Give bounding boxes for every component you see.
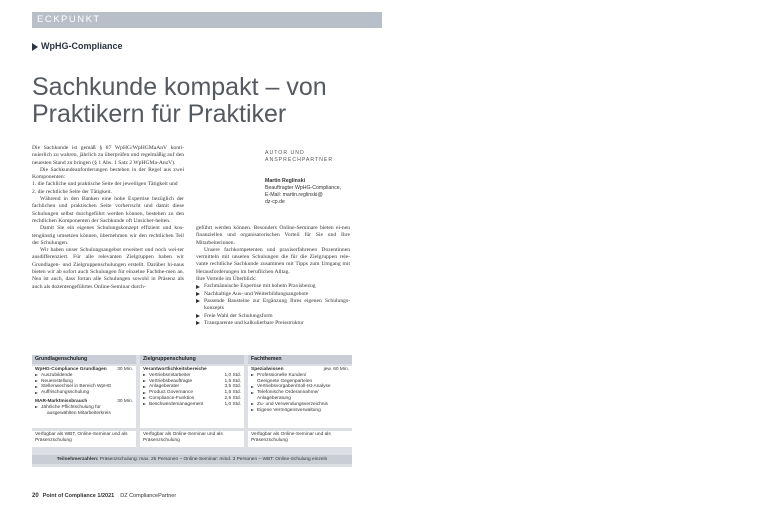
course-item-duration: 3,5 Std. xyxy=(224,384,241,390)
course-item-text: Eigene Vermögensverwaltung xyxy=(257,407,321,413)
table-header-topics: Fachthemen xyxy=(248,355,352,364)
paragraph: Während in den Banken eine hohe Expertise bezüglich der fachlichen und praktischen Seite vorherrscht und damit diese Schulungen selbst durchgeführt werden können, bestehen zu den rechtlichen Komponenten der Sachkunde oft Unsicher-heiten. xyxy=(32,196,184,224)
headline-line-1: Sachkunde kompakt – von xyxy=(32,73,327,101)
course-item xyxy=(35,390,133,396)
course-item xyxy=(143,402,241,408)
block-title: Spezialwissen xyxy=(251,367,284,372)
contact-email[interactable]: E-Mail: martin.reglinski@ xyxy=(265,192,323,198)
block-duration: 30 Min. xyxy=(117,398,133,404)
course-item xyxy=(251,373,349,379)
advantage-item xyxy=(196,298,350,313)
bullet-triangle-icon xyxy=(143,374,146,376)
bullet-triangle-icon xyxy=(251,386,254,388)
course-item-text: Product Governance xyxy=(149,390,193,396)
advantage-text: Passende Bausteine zur Ergänzung Ihres eigenen Schulungs-konzepts xyxy=(204,297,350,312)
paragraph: Wir haben unser Schulungsangebot erweitert und noch wei-ter ausdifferenziert. Für alle relevanten Zielgruppen haben wir Grundlagen- und Zielgruppenschulungen erstellt. Darüber hi-naus bieten wir ab sofort auch Schulungen für einzelne Fachthe-men an. Nea ist auch, dass fortan alle Schulungen sowohl in Präsenz als auch als dozentengeführtes Online-Seminar durch- xyxy=(32,247,184,290)
course-item xyxy=(251,408,349,414)
paragraph: Unsere fachkompetenten und praxiserfahrenen Dozentinnen vermitteln mit unseren Schulungen die für die Zielgruppen rele-vante rechtliche Sachkunde zusammen mit Tipps zum Umgang mit Herausforderungen im beruflichen Alltag. xyxy=(196,246,350,275)
table-cell-basics xyxy=(32,366,136,428)
kicker-text: WpHG-Compliance xyxy=(41,41,123,51)
bullet-triangle-icon xyxy=(35,374,38,376)
course-item-text: Compliance-Funktion xyxy=(149,395,195,401)
bullet-triangle-icon xyxy=(143,386,146,388)
foot-line: Verfügbar als WBT, Online-Seminar und als xyxy=(35,432,128,437)
foot-line: Präsenzschulung xyxy=(143,437,180,443)
paragraph: geführt werden können. Besonders Online-Seminare bieten ei-nen finanziellen und organisatorischen Vorteil für Sie und Ihre Mitarbeiterinnen. xyxy=(196,225,350,246)
block-title: MAR-Marktmissbrauch xyxy=(35,398,88,404)
course-item-text: Stellenwechsel in Bereich WpHG xyxy=(41,384,112,390)
course-item-text: Geeignete Gegenparteien xyxy=(257,378,313,384)
bullet-triangle-icon xyxy=(196,299,200,303)
headline-line-2: Praktikern für Praktiker xyxy=(32,100,287,128)
participants-text: Präsenzschulung: max. 25 Personen – Online-Seminar: mind. 3 Personen – WBT: Online-Schulung einzeln xyxy=(98,457,328,462)
contact-label-1: AUTOR UND xyxy=(265,150,305,156)
bullet-triangle-icon xyxy=(196,292,200,296)
table-header-basics: Grundlagenschulung xyxy=(32,355,136,364)
table-column-basics xyxy=(32,355,136,449)
table-cell-target-groups xyxy=(140,366,244,428)
course-item-duration: 1,0 Std. xyxy=(224,372,241,378)
bullet-triangle-icon xyxy=(35,380,38,382)
bullet-triangle-icon xyxy=(196,285,200,289)
block-duration: 30 Min. xyxy=(117,367,133,372)
course-item-text: Vertriebsmitarbeiter xyxy=(149,372,191,378)
course-item-text: Beschwerdemanagement xyxy=(149,401,204,407)
course-item-text: Jährliche Pflichtschulung für xyxy=(41,404,101,410)
bullet-triangle-icon xyxy=(143,392,146,394)
bullet-triangle-icon xyxy=(143,403,146,405)
course-item-text: ausgewählten Mitarbeiterkreis xyxy=(47,410,111,416)
foot-line: Präsenzschulung xyxy=(35,437,72,443)
course-item-text: Professionelle Kunden/ xyxy=(257,372,307,378)
page-footer xyxy=(32,493,176,499)
section-header xyxy=(32,12,382,28)
participants-row xyxy=(32,455,352,464)
course-item-text: Telefonische Orderannahme/ xyxy=(257,390,319,396)
course-item-duration: 1,0 Std. xyxy=(224,401,241,407)
bullet-triangle-icon xyxy=(35,386,38,388)
course-item xyxy=(35,411,133,417)
foot-line: Verfügbar als Online-Seminar und als xyxy=(251,432,331,437)
contact-label-2: ANSPRECHPARTNER xyxy=(265,157,334,163)
advantage-item xyxy=(196,291,350,298)
course-item-text: Zu- und Verwendungsverzeichnis xyxy=(257,401,328,407)
course-item-text: Vertriebsvorgaben/Soll-Ist-Analyse xyxy=(257,384,331,390)
bullet-triangle-icon xyxy=(35,406,38,408)
block-duration: jew. 60 Min. xyxy=(323,367,349,372)
table-column-topics xyxy=(248,355,352,449)
advantage-text: Transparente und kalkulierbare Preisstruktur xyxy=(204,319,304,326)
course-item-text: Anlageberater xyxy=(149,384,180,390)
body-column-2 xyxy=(196,225,350,327)
paragraph: 1. die fachliche und praktische Seite der jeweiligen Tätigkeit und xyxy=(32,181,178,188)
article-kicker xyxy=(32,41,123,51)
bullet-triangle-icon xyxy=(196,321,200,325)
bullet-triangle-icon xyxy=(143,397,146,399)
course-item-text: Anlageberatung xyxy=(257,395,291,401)
page-number: 20 xyxy=(32,493,39,499)
advantages-list xyxy=(196,283,350,327)
publication-name: Point of Compliance 1/2021 xyxy=(42,493,115,499)
course-item-text: Vertriebsbeauftragte xyxy=(149,378,193,384)
contact-role: Beauftragter WpHG-Compliance, xyxy=(265,185,342,191)
advantage-text: Fachmännische Expertise mit hohem Praxisbezug xyxy=(204,283,316,290)
table-foot-basics xyxy=(32,431,136,447)
course-item-duration: 1,5 Std. xyxy=(224,390,241,396)
triangle-bullet-icon xyxy=(32,43,38,51)
contact-box xyxy=(265,150,375,206)
paragraph: Ihre Vorteile im Überblick: xyxy=(196,276,257,283)
course-item-text: Auszubildende xyxy=(41,372,73,378)
block-title: Verantwortlichkeitsbereiche xyxy=(143,367,207,372)
bullet-triangle-icon xyxy=(143,380,146,382)
bullet-triangle-icon xyxy=(35,392,38,394)
course-item-text: Auffrischungsschulung xyxy=(41,390,90,396)
publisher-name: DZ CompliancePartner xyxy=(120,493,177,499)
contact-name: Martin Reglinski xyxy=(265,178,306,184)
bullet-triangle-icon xyxy=(251,409,254,411)
advantage-item xyxy=(196,313,350,320)
advantage-text: Nachhaltige Aus- und Weiterbildungsangebote xyxy=(204,290,309,297)
bullet-triangle-icon xyxy=(196,314,200,318)
participants-label: Teilnehmerzahlen: xyxy=(56,457,99,462)
block-title: WpHG-Compliance Grundlagen xyxy=(35,367,107,372)
table-column-target-groups xyxy=(140,355,244,449)
course-table xyxy=(32,355,352,467)
course-item-duration: 1,5 Std. xyxy=(224,378,241,384)
paragraph: 2. die rechtliche Seite der Tätigkeit. xyxy=(32,188,112,195)
course-item xyxy=(35,405,133,411)
foot-line: Verfügbar als Online-Seminar und als xyxy=(143,432,223,437)
section-title: ECKPUNKT xyxy=(37,14,101,25)
advantage-item xyxy=(196,283,350,290)
foot-line: Präsenzschulung xyxy=(251,437,288,443)
table-foot-topics xyxy=(248,431,352,447)
table-header-target-groups: Zielgruppenschulung xyxy=(140,355,244,364)
table-foot-target-groups xyxy=(140,431,244,447)
advantage-item xyxy=(196,320,350,327)
paragraph: Die Sachkunde ist gemäß § 87 WpHG/WpHGMaAnV konti-nuierlich zu wahren, jährlich zu überprüfen und regelmäßig auf den neuesten Stand zu bringen (§ 1 Abs. 1 Satz 2 WpHGMa-AnzV). xyxy=(32,145,184,166)
bullet-triangle-icon xyxy=(251,403,254,405)
headline xyxy=(32,74,392,128)
bullet-triangle-icon xyxy=(251,392,254,394)
body-column-1 xyxy=(32,145,184,291)
bullet-triangle-icon xyxy=(251,374,254,376)
paragraph: Die Sachkundeanforderungen bestehen in der Regel aus zwei Komponenten: xyxy=(32,166,184,181)
course-item-text: Neueinstellung xyxy=(41,378,73,384)
course-item-duration: 2,5 Std. xyxy=(224,395,241,401)
contact-email-domain[interactable]: dz-cp.de xyxy=(265,199,285,205)
course-item xyxy=(251,390,349,396)
table-cell-topics xyxy=(248,366,352,428)
advantage-text: Freie Wahl der Schulungsform xyxy=(204,312,273,319)
paragraph: Damit Sie ein eigenes Schulungskonzept effizient und kos-tengünstig umsetzen können, übernehmen wir den rechtlichen Teil der Schulungen. xyxy=(32,225,184,246)
